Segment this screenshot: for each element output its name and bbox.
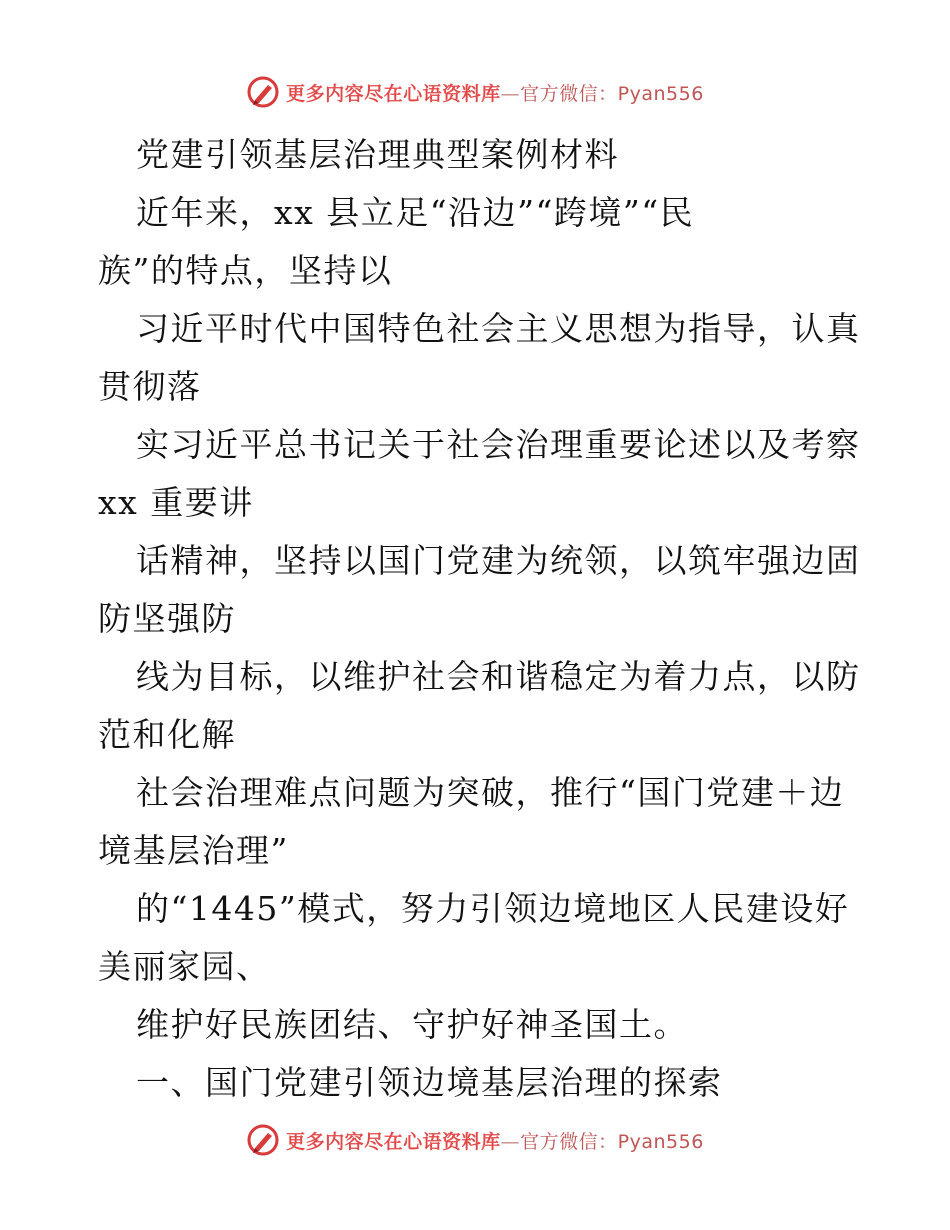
text-line: xx 重要讲 — [98, 483, 254, 522]
footer-watermark — [0, 1120, 950, 1160]
document-body — [98, 126, 861, 1112]
text-line: 线为目标，以维护社会和谐稳定为着力点，以防 — [136, 657, 861, 696]
watermark-separator: — — [500, 1130, 521, 1153]
text-line: 维护好民族团结、守护好神圣国土。 — [136, 1005, 688, 1044]
watermark-wechat: 官方微信：Pyan556 — [520, 1130, 704, 1153]
text-line: 近年来，xx 县立足“沿边”“跨境”“民 — [136, 193, 695, 232]
text-line: 实习近平总书记关于社会治理重要论述以及考察 — [136, 425, 861, 464]
text-line: 话精神，坚持以国门党建为统领，以筑牢强边固 — [136, 541, 861, 580]
text-line: 社会治理难点问题为突破，推行“国门党建＋边 — [136, 773, 845, 812]
text-line: 贯彻落 — [98, 367, 202, 406]
pen-logo-icon — [246, 75, 280, 109]
pen-logo-icon — [246, 1123, 280, 1157]
watermark-site: 更多内容尽在心语资料库 — [286, 1130, 501, 1153]
text-line: 族”的特点，坚持以 — [98, 251, 393, 290]
text-line: 的“1445”模式，努力引领边境地区人民建设好 — [136, 889, 850, 928]
text-line: 美丽家园、 — [98, 947, 271, 986]
watermark-text — [286, 1127, 704, 1154]
text-line: 习近平时代中国特色社会主义思想为指导，认真 — [136, 309, 861, 348]
text-line: 境基层治理” — [98, 831, 289, 870]
text-line: 防坚强防 — [98, 599, 236, 638]
watermark-separator: — — [500, 82, 521, 105]
watermark-text — [286, 79, 704, 106]
header-watermark — [0, 72, 950, 112]
document-title: 党建引领基层治理典型案例材料 — [136, 135, 619, 174]
text-line: 范和化解 — [98, 715, 236, 754]
watermark-wechat: 官方微信：Pyan556 — [520, 82, 704, 105]
text-line: 一、国门党建引领边境基层治理的探索 — [136, 1063, 723, 1102]
watermark-site: 更多内容尽在心语资料库 — [286, 82, 501, 105]
